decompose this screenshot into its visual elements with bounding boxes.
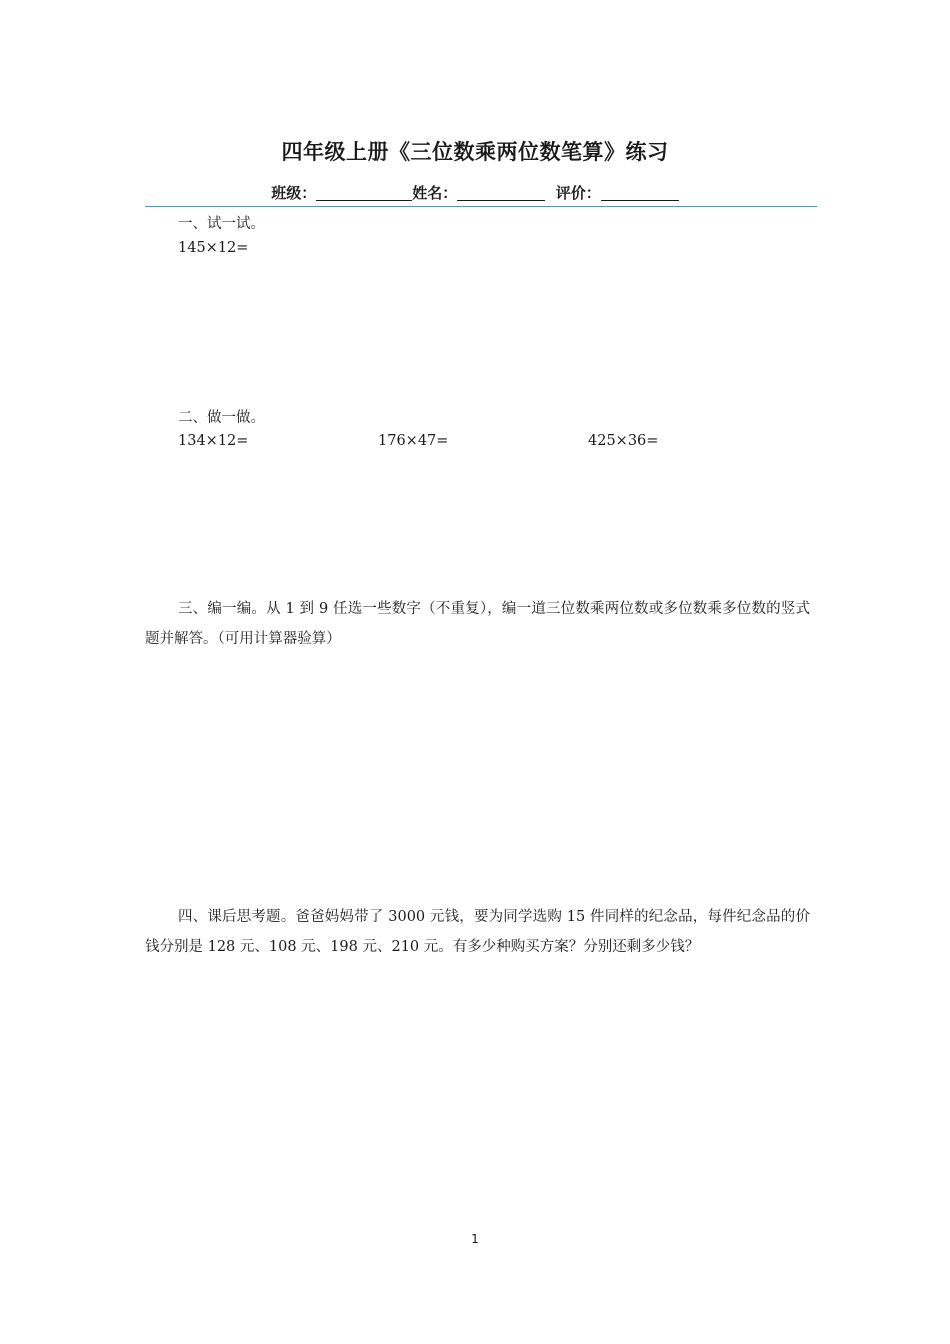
rating-blank[interactable] <box>601 184 679 201</box>
page-title: 四年级上册《三位数乘两位数笔算》练习 <box>281 140 669 164</box>
section2-problem-3: 425×36= <box>588 433 659 449</box>
class-label: 班级： <box>271 184 317 202</box>
section1-problem: 145×12= <box>178 240 249 256</box>
class-blank[interactable] <box>316 184 412 201</box>
section2-heading: 二、做一做。 <box>178 410 265 426</box>
name-blank[interactable] <box>457 184 545 201</box>
section1-heading: 一、试一试。 <box>178 216 265 232</box>
section4-paragraph: 四、课后思考题。爸爸妈妈带了 3000 元钱，要为同学选购 15 件同样的纪念品，每件纪念品的价钱分别是 128 元、108 元、198 元、210 元。有多少种购买方案？分别还剩多少钱？ <box>145 909 810 955</box>
page-number: 1 <box>471 1232 479 1246</box>
section2-problem-1: 134×12= <box>178 433 249 449</box>
section2-problem-2: 176×47= <box>378 433 449 449</box>
rating-label: 评价： <box>555 184 601 202</box>
student-info-line <box>0 182 950 203</box>
name-label: 姓名： <box>412 184 458 202</box>
section3-paragraph: 三、编一编。从 1 到 9 任选一些数字（不重复），编一道三位数乘两位数或多位数乘多位数的竖式题并解答。（可用计算器验算） <box>145 601 810 647</box>
header-divider <box>145 206 817 207</box>
